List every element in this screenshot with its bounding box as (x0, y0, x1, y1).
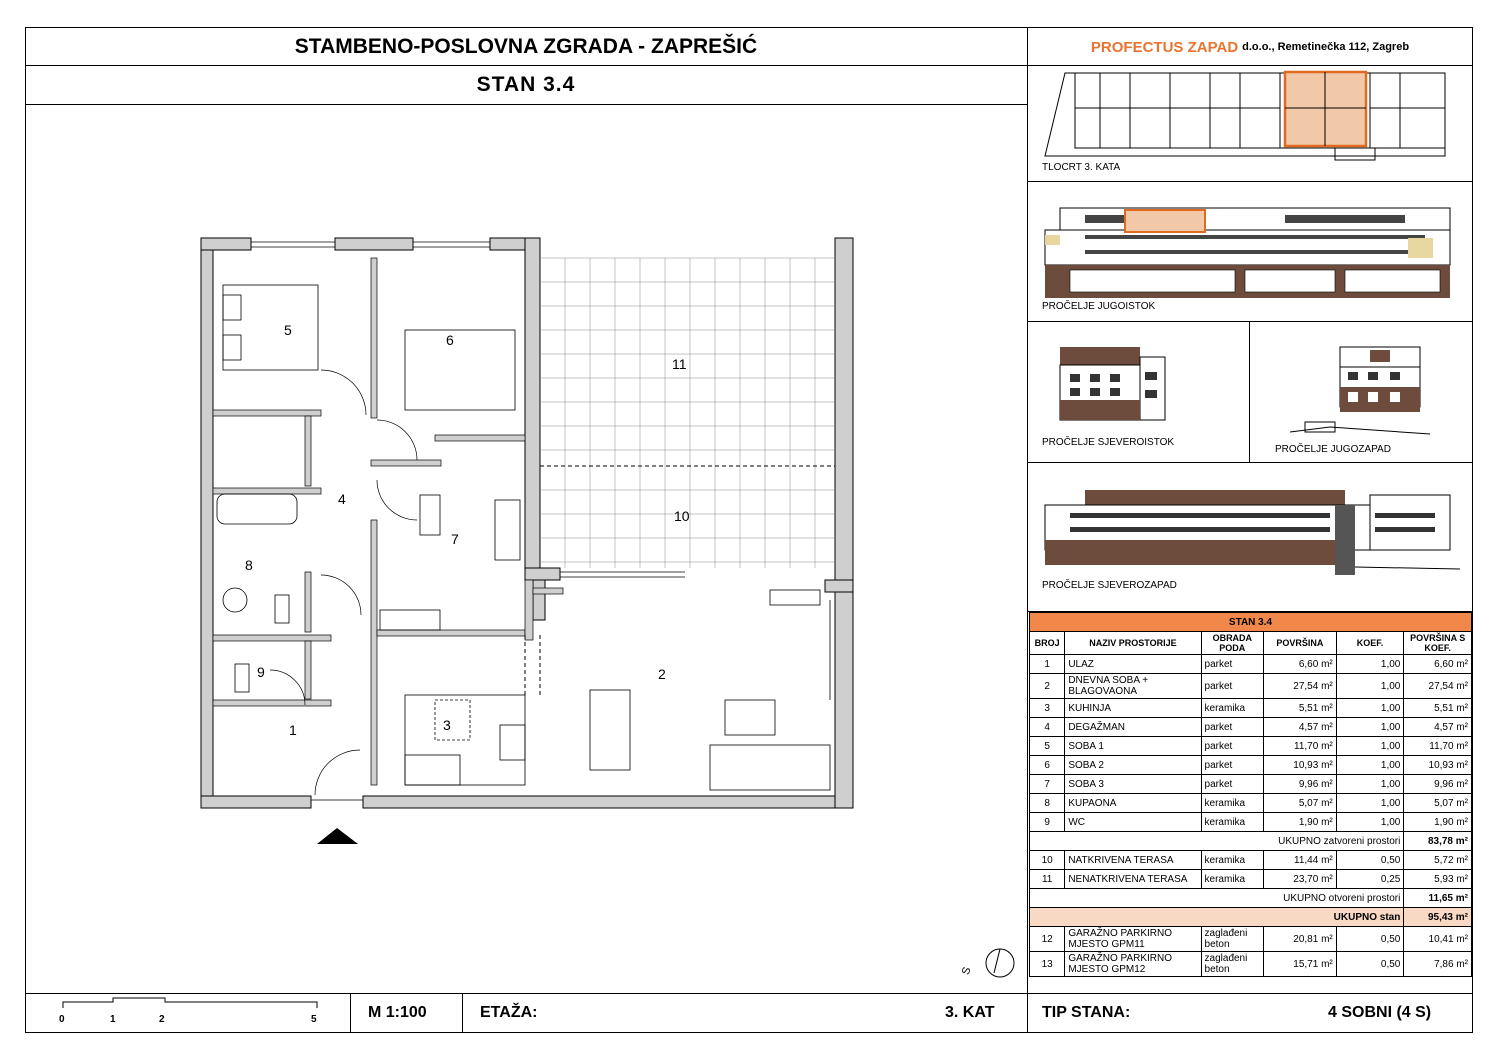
floor-value: 3. KAT (945, 1004, 995, 1021)
north-label: S (959, 965, 974, 977)
table-cell: KUHINJA (1065, 699, 1201, 718)
table-cell: 10,93 m² (1404, 756, 1472, 775)
northwest-facade-drawing (1040, 485, 1465, 575)
table-cell: 0,50 (1336, 927, 1404, 952)
table-cell: 1,00 (1336, 718, 1404, 737)
room-label-1: 1 (289, 722, 297, 738)
table-cell: keramika (1201, 813, 1264, 832)
table-cell: KUPAONA (1065, 794, 1201, 813)
table-cell: SOBA 1 (1065, 737, 1201, 756)
apartment-floor-plan (195, 230, 865, 850)
table-cell: 11,70 m² (1404, 737, 1472, 756)
unit-type-label: TIP STANA: (1042, 1004, 1131, 1021)
table-cell: 5,07 m² (1264, 794, 1337, 813)
table-cell: 5,07 m² (1404, 794, 1472, 813)
table-cell: 6,60 m² (1264, 655, 1337, 674)
table-row (1030, 851, 1472, 870)
table-row (1030, 674, 1472, 699)
table-header: OBRADA PODA (1201, 632, 1264, 655)
document-title: STAMBENO-POSLOVNA ZGRADA - ZAPREŠIĆ (294, 35, 758, 58)
closed-total-label: UKUPNO zatvoreni prostori (1030, 832, 1404, 851)
table-cell: 27,54 m² (1404, 674, 1472, 699)
company-brand: PROFECTUS ZAPAD (1090, 38, 1239, 56)
table-cell: 4,57 m² (1404, 718, 1472, 737)
table-cell: 1,00 (1336, 699, 1404, 718)
table-cell: 1,00 (1336, 756, 1404, 775)
table-cell: 4 (1030, 718, 1065, 737)
table-cell: keramika (1201, 699, 1264, 718)
northwest-caption: PROČELJE SJEVEROZAPAD (1042, 580, 1177, 591)
table-cell: NATKRIVENA TERASA (1065, 851, 1201, 870)
table-header: KOEF. (1336, 632, 1404, 655)
table-cell: 7 (1030, 775, 1065, 794)
table-cell: 1,00 (1336, 655, 1404, 674)
southwest-caption: PROČELJE JUGOZAPAD (1275, 444, 1391, 455)
table-cell: 6 (1030, 756, 1065, 775)
table-row (1030, 655, 1472, 674)
room-label-5: 5 (284, 322, 292, 338)
table-cell: 3 (1030, 699, 1065, 718)
closed-total-value: 83,78 m² (1404, 832, 1472, 851)
table-cell: 0,50 (1336, 952, 1404, 977)
table-cell: parket (1201, 718, 1264, 737)
table-title: STAN 3.4 (1030, 613, 1472, 632)
floor-caption: TLOCRT 3. KATA (1042, 162, 1121, 173)
table-cell: SOBA 2 (1065, 756, 1201, 775)
unit-total-value: 95,43 m² (1404, 908, 1472, 927)
table-cell: 5,72 m² (1404, 851, 1472, 870)
room-label-11: 11 (672, 356, 687, 372)
room-label-2: 2 (658, 666, 666, 682)
southeast-caption: PROČELJE JUGOISTOK (1042, 301, 1156, 312)
table-cell: 7,86 m² (1404, 952, 1472, 977)
open-total-value: 11,65 m² (1404, 889, 1472, 908)
table-row (1030, 813, 1472, 832)
table-cell: 9 (1030, 813, 1065, 832)
table-cell: parket (1201, 756, 1264, 775)
table-cell: 8 (1030, 794, 1065, 813)
table-cell: 12 (1030, 927, 1065, 952)
table-cell: parket (1201, 655, 1264, 674)
table-cell: 15,71 m² (1264, 952, 1337, 977)
table-cell: 1 (1030, 655, 1065, 674)
table-row (1030, 775, 1472, 794)
northeast-facade-drawing (1055, 342, 1170, 427)
table-cell: 0,50 (1336, 851, 1404, 870)
table-cell: 23,70 m² (1264, 870, 1337, 889)
table-row (1030, 794, 1472, 813)
divider (350, 993, 351, 1033)
room-label-8: 8 (245, 557, 253, 573)
table-cell: WC (1065, 813, 1201, 832)
room-label-9: 9 (257, 664, 265, 680)
table-cell: 1,00 (1336, 775, 1404, 794)
room-label-4: 4 (338, 491, 346, 507)
table-cell: DEGAŽMAN (1065, 718, 1201, 737)
entrance-arrow-icon (315, 826, 360, 846)
table-cell: 1,90 m² (1404, 813, 1472, 832)
table-cell: zaglađeni beton (1201, 952, 1264, 977)
table-cell: 10 (1030, 851, 1065, 870)
table-cell: ULAZ (1065, 655, 1201, 674)
northeast-caption: PROČELJE SJEVEROISTOK (1042, 437, 1175, 448)
table-row (1030, 870, 1472, 889)
table-cell: NENATKRIVENA TERASA (1065, 870, 1201, 889)
table-cell: GARAŽNO PARKIRNO MJESTO GPM12 (1065, 952, 1201, 977)
table-cell: keramika (1201, 794, 1264, 813)
table-cell: 13 (1030, 952, 1065, 977)
table-row (1030, 756, 1472, 775)
table-row (1030, 737, 1472, 756)
room-label-6: 6 (446, 332, 454, 348)
table-cell: 1,00 (1336, 813, 1404, 832)
scale-tick: 5 (311, 1014, 317, 1025)
table-cell: 5,51 m² (1264, 699, 1337, 718)
table-cell: 4,57 m² (1264, 718, 1337, 737)
southeast-facade-drawing (1040, 200, 1465, 298)
table-header: POVRŠINA S KOEF. (1404, 632, 1472, 655)
unit-type-value: 4 SOBNI (4 S) (1328, 1004, 1432, 1021)
table-header: POVRŠINA (1264, 632, 1337, 655)
scale-text: M 1:100 (368, 1004, 427, 1021)
table-cell: GARAŽNO PARKIRNO MJESTO GPM11 (1065, 927, 1201, 952)
table-cell: keramika (1201, 851, 1264, 870)
table-cell: 0,25 (1336, 870, 1404, 889)
table-cell: DNEVNA SOBA + BLAGOVAONA (1065, 674, 1201, 699)
table-cell: 20,81 m² (1264, 927, 1337, 952)
table-cell: SOBA 3 (1065, 775, 1201, 794)
floor-overview-drawing (1040, 68, 1460, 163)
open-total-label: UKUPNO otvoreni prostori (1030, 889, 1404, 908)
floor-label: ETAŽA: (480, 1004, 538, 1021)
unit-total-label: UKUPNO stan (1030, 908, 1404, 927)
table-cell: 9,96 m² (1264, 775, 1337, 794)
table-header: NAZIV PROSTORIJE (1065, 632, 1201, 655)
table-cell: 10,93 m² (1264, 756, 1337, 775)
table-row (1030, 952, 1472, 977)
rooms-table (1029, 612, 1472, 977)
table-cell: keramika (1201, 870, 1264, 889)
table-cell: 5 (1030, 737, 1065, 756)
table-cell: 9,96 m² (1404, 775, 1472, 794)
company-line (1028, 28, 1472, 66)
table-cell: zaglađeni beton (1201, 927, 1264, 952)
scale-tick: 2 (159, 1014, 165, 1025)
scale-tick: 0 (59, 1014, 65, 1025)
table-cell: 27,54 m² (1264, 674, 1337, 699)
table-cell: 1,00 (1336, 794, 1404, 813)
company-address: d.o.o., Remetinečka 112, Zagreb (1242, 41, 1410, 53)
room-label-10: 10 (674, 508, 690, 524)
table-cell: 5,93 m² (1404, 870, 1472, 889)
unit-title: STAN 3.4 (476, 73, 576, 96)
room-label-3: 3 (443, 717, 451, 733)
table-header: BROJ (1030, 632, 1065, 655)
table-row (1030, 699, 1472, 718)
table-cell: 11,70 m² (1264, 737, 1337, 756)
table-cell: 11,44 m² (1264, 851, 1337, 870)
scale-tick: 1 (110, 1014, 116, 1025)
table-cell: parket (1201, 737, 1264, 756)
table-cell: 10,41 m² (1404, 927, 1472, 952)
divider (25, 993, 1473, 994)
table-row (1030, 718, 1472, 737)
scale-bar (55, 996, 330, 1014)
southwest-facade-drawing (1290, 342, 1440, 442)
table-cell: 11 (1030, 870, 1065, 889)
table-cell: 1,00 (1336, 674, 1404, 699)
table-cell: 1,00 (1336, 737, 1404, 756)
table-cell: 2 (1030, 674, 1065, 699)
table-row (1030, 927, 1472, 952)
table-cell: parket (1201, 775, 1264, 794)
room-label-7: 7 (451, 531, 459, 547)
divider (25, 104, 1028, 105)
divider (462, 993, 463, 1033)
table-cell: 5,51 m² (1404, 699, 1472, 718)
table-cell: parket (1201, 674, 1264, 699)
table-cell: 1,90 m² (1264, 813, 1337, 832)
north-arrow-icon (980, 943, 1020, 983)
table-cell: 6,60 m² (1404, 655, 1472, 674)
